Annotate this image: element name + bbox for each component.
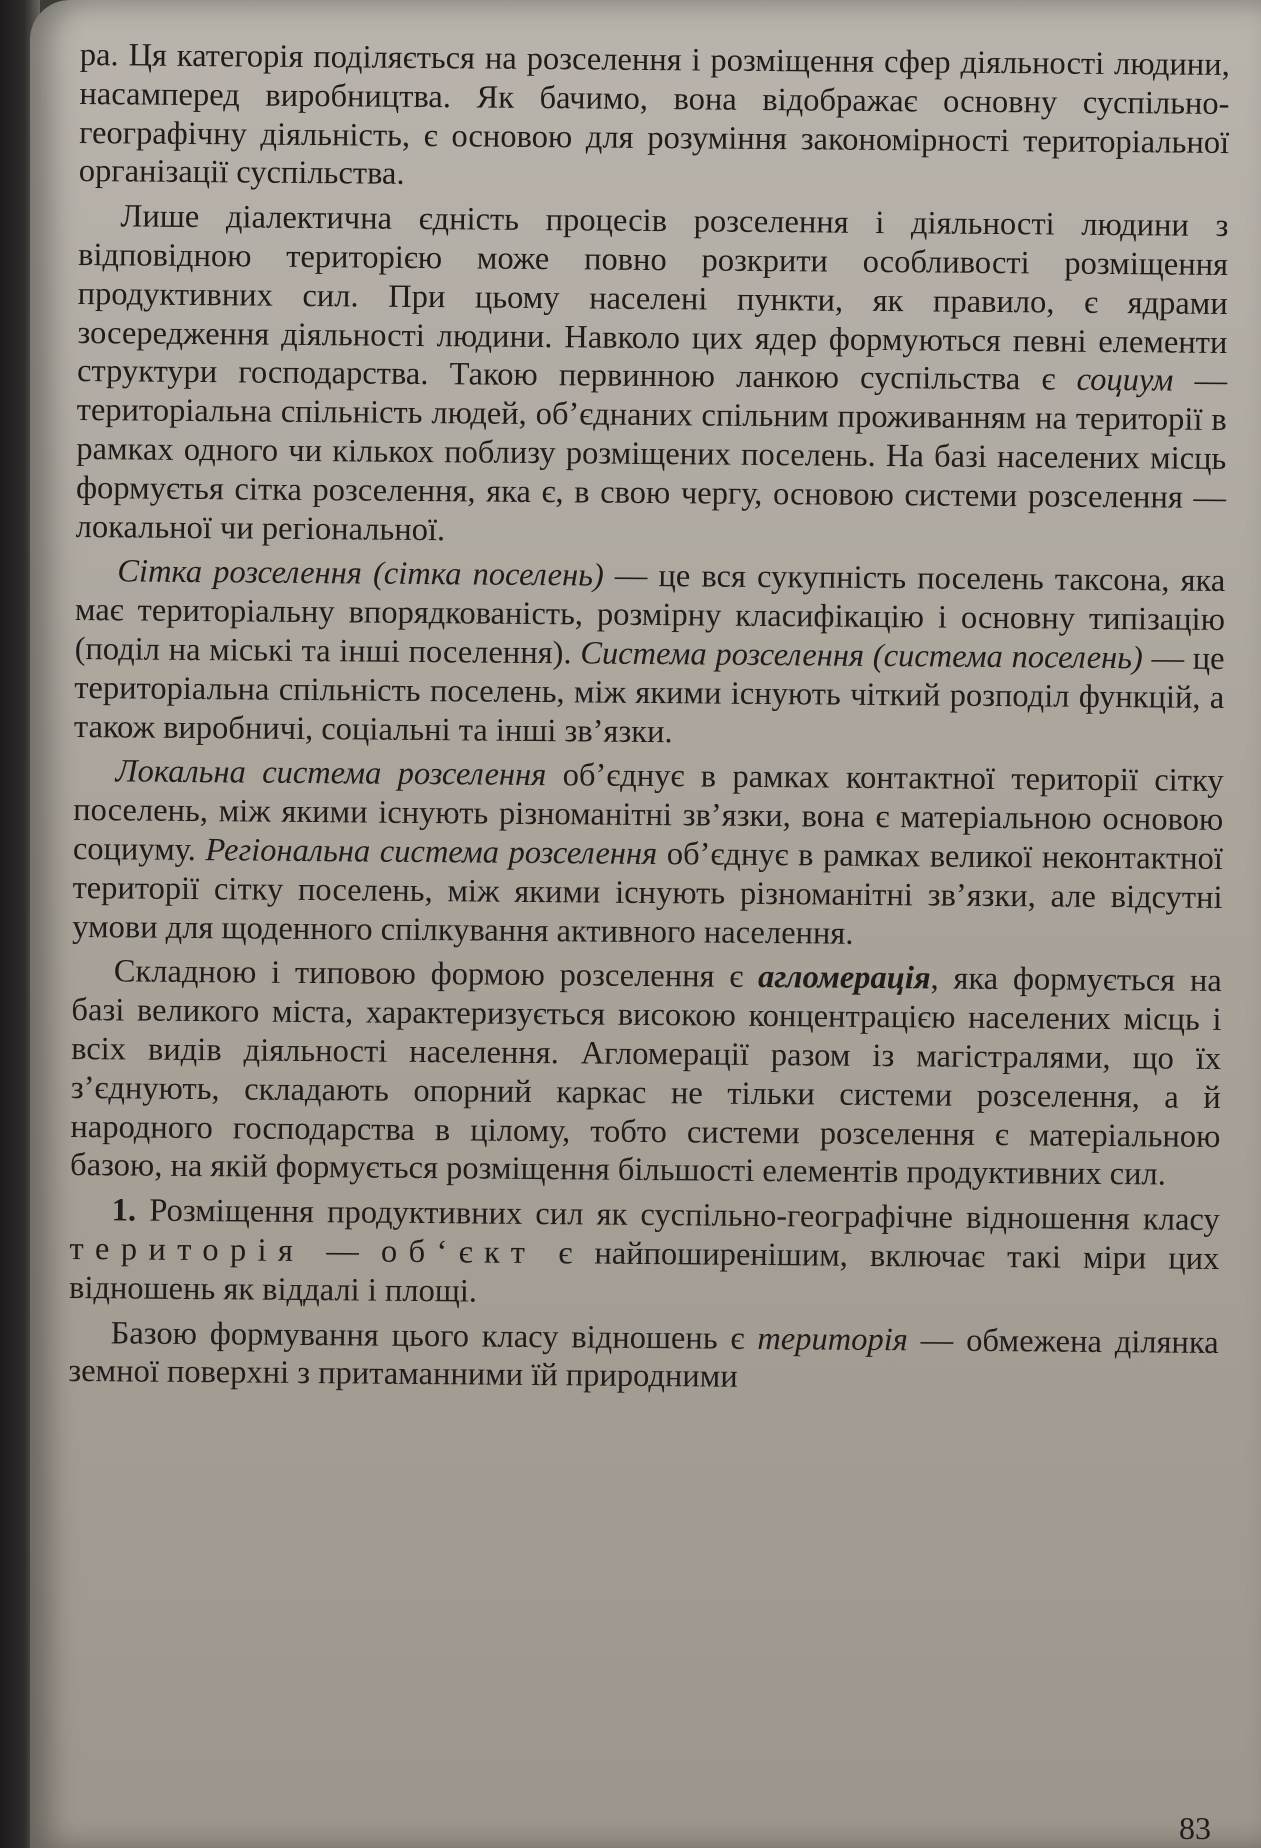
paragraph-1: ра. Ця категорія поділяється на розселення і розміщення сфер діяльності людини, насамперед виробництва. Як бачимо, вона відображає основну суспільно-географічну діяльність, є основою для розуміння закономірності територіальної організації суспільства. bbox=[78, 36, 1230, 193]
page-text bbox=[68, 36, 1230, 1407]
term-settlement-grid: Сітка розселення (сітка поселень) bbox=[117, 553, 604, 594]
term-agglomeration: агломерація bbox=[757, 959, 931, 997]
paragraph-2: Лише діалектична єдність процесів розселення і діяльності людини з відповідною територією може повно розкрити особливості розміщення продуктивних сил. При цьому населені пункти, як правило, є ядрами зосередження діяльності людини. Навколо цих ядер формуються певні елементи структури господарства. Такою первинною ланкою суспільства є социум — територіальна спільність людей, об’єднаних спільним проживанням на території в рамках одного чи кількох поблизу розміщених поселень. На базі населених місць формуєтья сітка розселення, яка є, в свою чергу, основою системи розселення — локальної чи регіональної. bbox=[75, 198, 1229, 548]
list-number: 1. bbox=[111, 1192, 137, 1229]
term-regional-system: Регіональна система розселення bbox=[205, 832, 658, 873]
term-settlement-system: Система розселення (система поселень) bbox=[580, 635, 1143, 677]
page-number: 83 bbox=[1179, 1810, 1211, 1846]
term-local-system: Локальна система розселення bbox=[115, 753, 547, 794]
book-page bbox=[30, 0, 1261, 1848]
paragraph-6: 1. Розміщення продуктивних сил як суспільно-географічне відношення класу територія — об‘єкт є найпоширенішим, включає такі міри цих відношень як віддалі і площі. bbox=[68, 1192, 1220, 1310]
term-socium: социум bbox=[1076, 362, 1174, 399]
paragraph-4: Локальна система розселення об’єднує в рамках контактної території сітку поселень, між якими існують різноманітні зв’язки, вона є матеріальною основою социуму. Регіональна система розселення об’єднує в рамках великої неконтактної території сітку поселень, між якими існують різноманітні зв’язки, але відсутні умови для щоденного спілкування активного населення. bbox=[72, 753, 1224, 952]
term-territory: територія bbox=[757, 1320, 909, 1358]
paragraph-7: Базою формування цього класу відношень є територія — обмежена ділянка земної поверхні з притаманними їй природними bbox=[68, 1314, 1219, 1396]
paragraph-3: Сітка розселення (сітка поселень) — це вся сукупність поселень таксона, яка має територіальну впорядкованість, розмірну класифікацію і основну типізацію (поділ на міські та інші поселення). Система розселення (система поселень) — це територіальна спільність поселень, між якими існують чіткий розподіл функцій, а також виробничі, соціальні та інші зв’язки. bbox=[73, 553, 1226, 750]
paragraph-5: Складною і типовою формою розселення є агломерація, яка формується на базі великого міста, характеризується високою концентрацією населених місць і всіх видів діяльності населення. Агломерації разом із магістралями, що їх з’єднують, складають опорний каркас не тільки системи розселення, а й народного господарства в цілому, тобто системи розселення є матеріальною базою, на якій формується розміщення більшості елементів продуктивних сил. bbox=[69, 953, 1222, 1193]
term-object-spaced: об‘єкт bbox=[380, 1233, 537, 1271]
term-territory-spaced: територія bbox=[69, 1230, 305, 1269]
